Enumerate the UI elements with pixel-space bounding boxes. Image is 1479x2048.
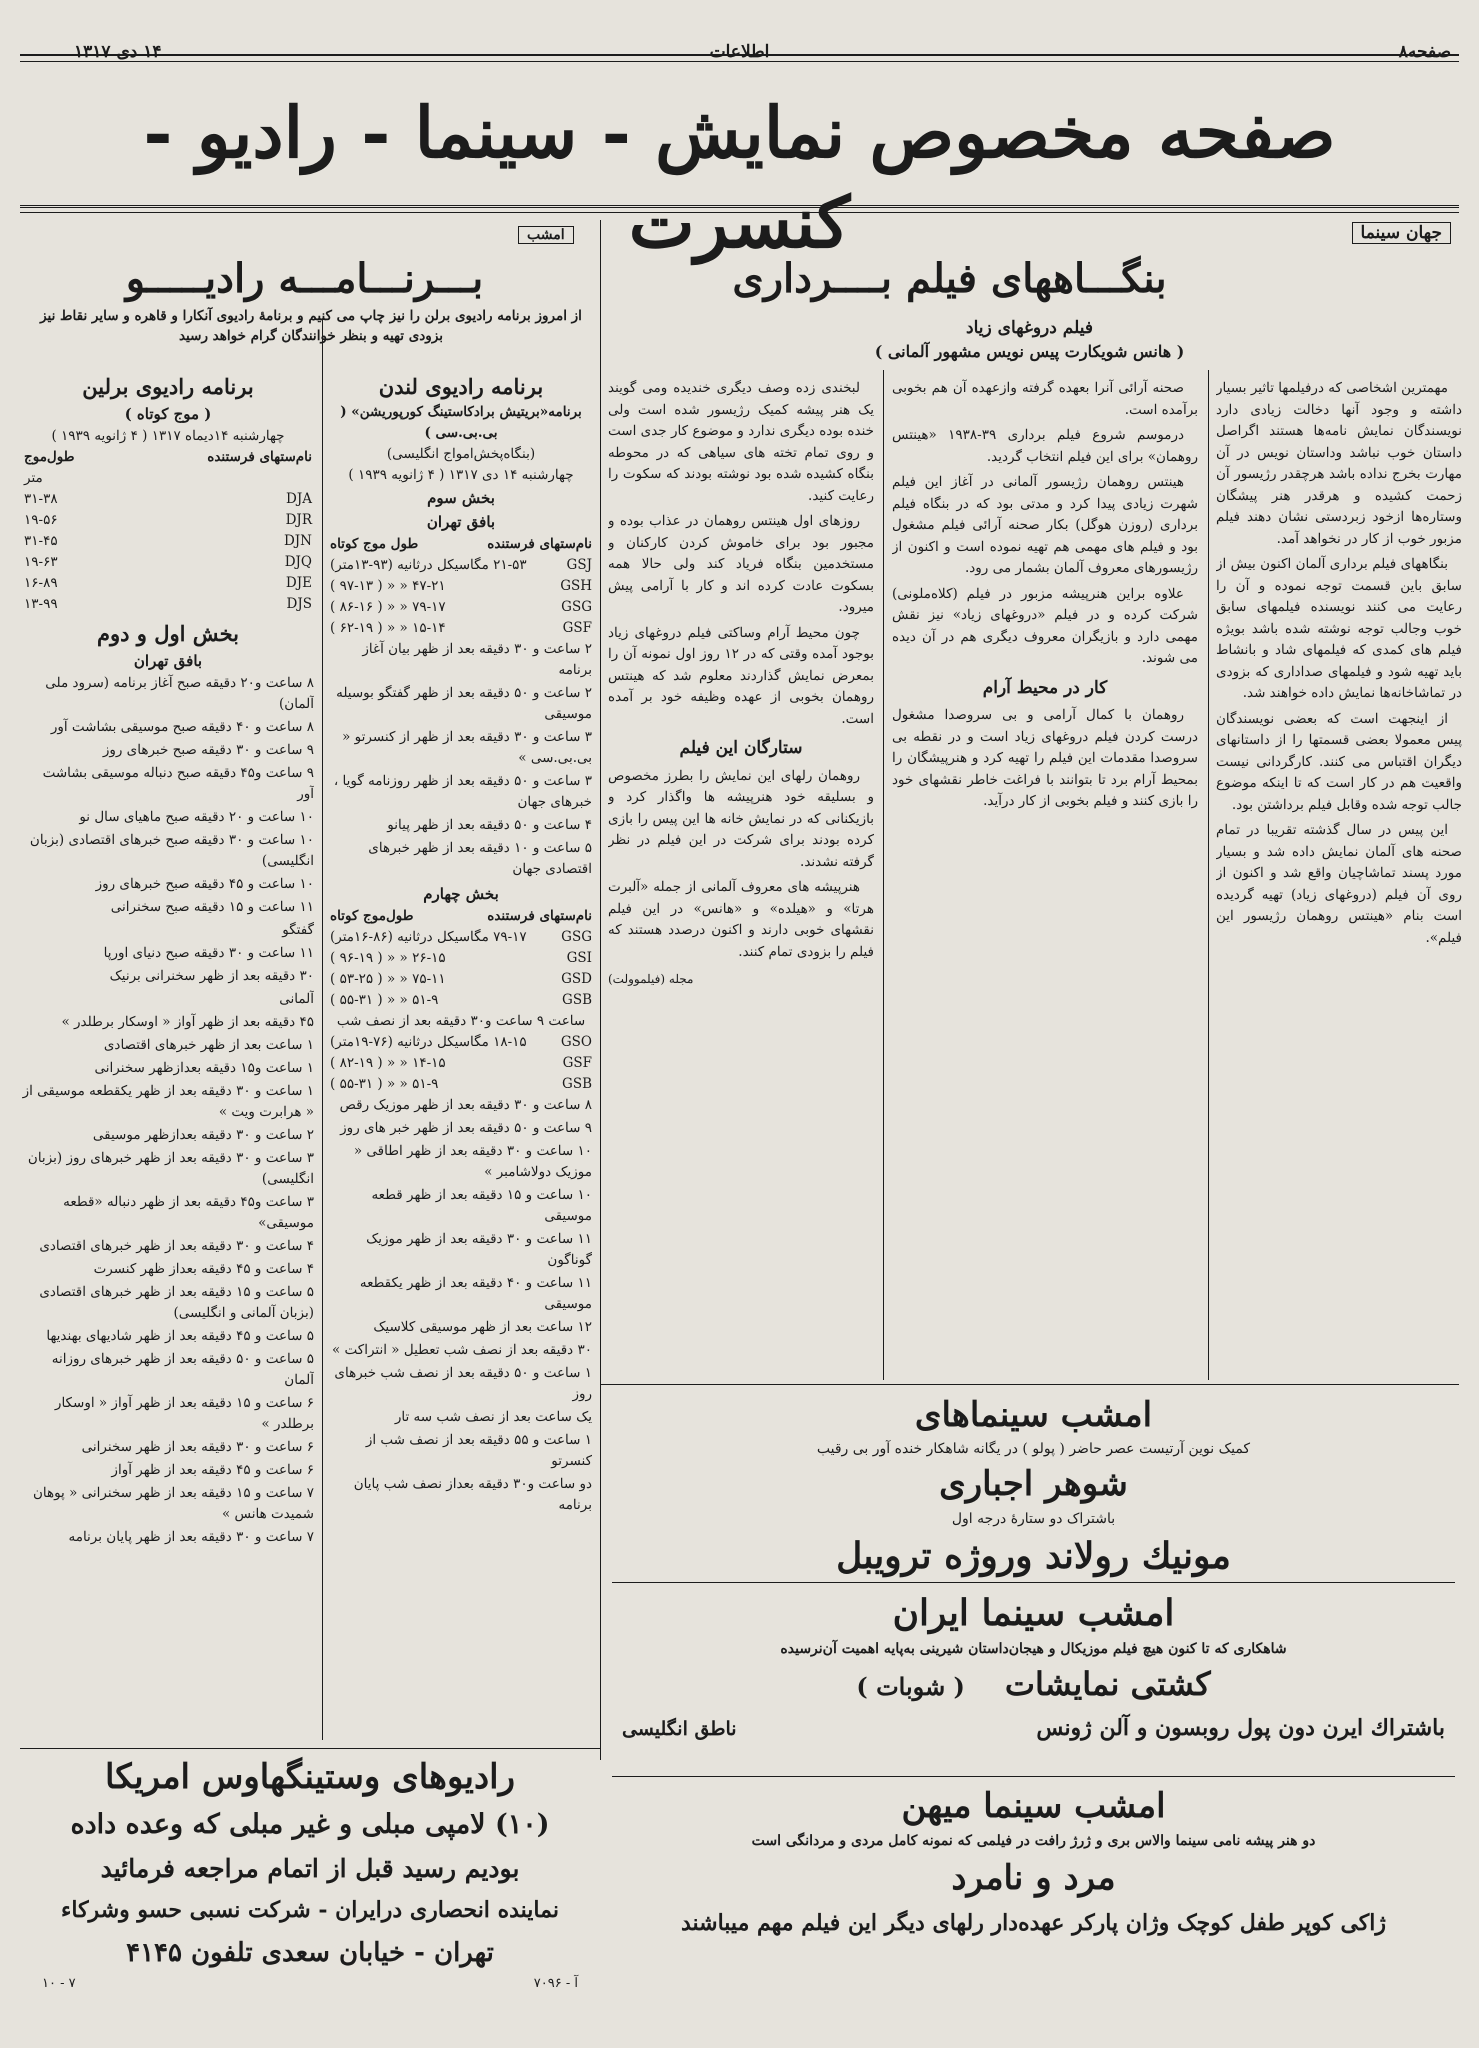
program-entry: آلمانی [279, 991, 314, 1007]
program-entry: ۱۰ ساعت و ۱۵ دقیقه بعد از ظهر قطعه موسیقی [371, 1187, 592, 1224]
station-name: DJE [285, 575, 312, 591]
paper-name: اطلاعات [709, 42, 770, 62]
berlin-title: برنامه رادیوی برلین [82, 374, 254, 399]
berlin-program-list [22, 673, 314, 1548]
paragraph: از اینجهت است که بعضی نویسندگان پیس معمولا بعضی قسمتها را از داستانهای دیگران اقتباس می کنند. کارگردانی نیست واقعیت هم در کار است که تا اینکه موضوع جالب توجه شده وقابل فیلم برداشتن بود. [1216, 710, 1462, 813]
section-rule [600, 1384, 1459, 1385]
london-program-list [330, 1095, 592, 1516]
station-wave: ۱۳-۹۹ [24, 596, 58, 612]
column-divider [600, 220, 601, 1760]
paragraph: درموسم شروع فیلم برداری ۳۹-۱۹۳۸ «هینتس روهمان» برای این فیلم انتخاب گردید. [892, 427, 1198, 465]
program-entry: ۱۲ ساعت بعد از ظهر موسیقی کلاسیک [373, 1319, 592, 1335]
program-entry: ۷ ساعت و ۱۵ دقیقه بعد از ظهر سخنرانی « پوهان شمیدت هانس » [32, 1485, 314, 1522]
table-row [330, 990, 592, 1011]
radio-intro: از امروز برنامه رادیوی برلن را نیز چاپ می کنیم و برنامهٔ رادیوی آنکارا و قاهره و سایر نقاط نیز بزودی تهیه و بنظر خوانندگان گرام خواهد رسید [40, 308, 582, 344]
london-part3-title: بخش سوم [427, 489, 495, 507]
program-entry: یک ساعت بعد از نصف شب سه تار [394, 1409, 592, 1425]
program-entry: ۱ ساعت بعد از ظهر خبرهای اقتصادی [103, 1037, 314, 1053]
london-schedule [330, 372, 592, 1742]
london-stations-list [330, 555, 592, 639]
station-name: DJN [283, 533, 312, 549]
station-wave: ۷۵-۱۱ « « ( ۵۳-۲۵ ) [330, 971, 446, 987]
wave-header: طول‌موج کوتاه [330, 908, 414, 924]
london-stations-list [330, 927, 592, 1011]
station-name: DJA [286, 491, 312, 507]
station-wave: ۳۱-۴۵ [24, 533, 58, 549]
program-entry: ۵ ساعت و ۴۵ دقیقه بعد از ظهر شادیهای بهندیها [46, 1328, 314, 1344]
section-rule [612, 1776, 1455, 1777]
program-entry: ۵ ساعت و ۵۰ دقیقه بعد از ظهر خبرهای روزانه آلمان [51, 1351, 314, 1388]
paragraph: هینتس روهمان رژیسور آلمانی در آغاز این فیلم شهرت زیادی پیدا کرد و مدتی بود که در بنگاه فیلم برداری (روزن هوگل) بکار صحنه آرائی فیلم مشغول بود و فیلم های مهمی هم تهیه نموده است و اکنون از رژیسورهای معروف آلمان بشمار می رود. [892, 474, 1198, 576]
iran-cinema-ad [612, 1588, 1455, 1748]
paragraph: روزهای اول هینتس روهمان در عذاب بوده و مجبور بود برای خاموش کردن کارکنان و مستخدمین بنگاه فریاد کند ولی حالا همه بسکوت عادت کرده اند و کار با آرامی پیش میرود. [608, 513, 874, 615]
station-header: نام‌ستهای فرستنده [207, 449, 312, 465]
ad-film-row [612, 1660, 1455, 1708]
program-entry: ۱ ساعت و۱۵ دقیقه بعدازظهر سخنرانی [94, 1060, 314, 1076]
page-date: ۱۴ دی ۱۳۱۷ [74, 42, 162, 62]
program-entry: ۳ ساعت و ۳۰ دقیقه بعد از ظهر خبرهای روز (بزبان انگلیسی) [27, 1150, 314, 1187]
program-entry: ۶ ساعت و ۳۰ دقیقه بعد از ظهر سخنرانی [81, 1439, 314, 1455]
program-entry: ۱ ساعت و ۵۵ دقیقه بعد از نصف شب از کنسرتو [365, 1432, 592, 1469]
program-entry: ۳ ساعت و۴۵ دقیقه بعد از ظهر دنباله «قطعه موسیقی» [63, 1194, 314, 1231]
program-entry: ۹ ساعت و۴۵ دقیقه صبح دنباله موسیقی بشاشت آور [42, 765, 314, 802]
station-name: GSB [562, 992, 592, 1008]
table-row [330, 1053, 592, 1074]
ad-title: امشب سینما ایران [892, 1592, 1175, 1634]
table-row [330, 948, 592, 969]
table-row [330, 555, 592, 576]
cinema-subtitle: فیلم دروغهای زیاد [966, 318, 1093, 338]
table-row [330, 927, 592, 948]
ad-film-title: کشتی نمایشات [1004, 1665, 1211, 1703]
program-entry: ۳۰ دقیقه بعد از نصف شب تعطیل « انتراکت » [331, 1342, 592, 1358]
paragraph: چون محیط آرام وساکتی فیلم دروغهای زیاد بوجود آمده وقتی که در ۱۲ روز اول نمونه آن را بمعرض نمایش گذاردند معلوم شد که هینتس روهمان بخوبی از عهده وظیفه خود بر آمده است. [608, 624, 874, 727]
program-entry: ۱۰ ساعت و ۳۰ دقیقه بعد از ظهر اطاقی « موزیک دولاشامبر » [353, 1143, 592, 1180]
header-rule [20, 54, 1459, 62]
ad-title: امشب سینما میهن [901, 1786, 1166, 1826]
station-header: نام‌ستهای فرستنده [487, 908, 592, 924]
station-wave: ۵۱-۹ « « ( ۵۵-۳۱ ) [330, 1076, 439, 1092]
program-entry: ۴۵ دقیقه بعد از ظهر آواز « اوسکار برطلدر » [61, 1014, 314, 1030]
program-entry: دو ساعت و۳۰ دقیقه بعداز نصف شب پایان برنامه [353, 1476, 592, 1513]
cinema-column-3 [608, 378, 874, 1378]
program-entry: ۳ ساعت و ۳۰ دقیقه بعد از ظهر از کنسرتو « بی.بی.سی » [342, 729, 592, 766]
program-entry: ۴ ساعت و ۳۰ دقیقه بعد از ظهر خبرهای اقتصادی [39, 1238, 314, 1254]
paragraph: بنگاههای فیلم برداری آلمان اکنون بیش از سابق باین قسمت توجه نموده و آن را رعایت می کنند نویسنده فیلمهای سابق خوب وجالب توجه نوشته شده باشد بویژه فیلم های کمدی که فیلمهای شاد و بانشاط باید تهیه شود و فیلمهای صداداری که بزودی در تماشاخانه‌ها نمایش داده خواهند شد. [1216, 556, 1462, 701]
section-rule [20, 1748, 600, 1749]
berlin-part-title: بخش اول و دوم [97, 621, 239, 646]
program-entry: ۹ ساعت و ۳۰ دقیقه صبح خبرهای روز [102, 742, 314, 758]
program-entry: ۲ ساعت و ۳۰ دقیقه بعدازظهر موسیقی [92, 1127, 314, 1143]
ad-code: آ - ۷۰۹۶ [533, 1976, 578, 1991]
program-entry: ۴ ساعت و ۵۰ دقیقه بعد از ظهر پیانو [387, 817, 592, 833]
ad-line: تهران - خیابان سعدی تلفون ۴۱۴۵ [126, 1938, 494, 1968]
program-entry: ۸ ساعت و ۳۰ دقیقه بعد از ظهر موزیک رقص [339, 1097, 592, 1113]
london-program-list [330, 639, 592, 880]
station-name: GSB [562, 1076, 592, 1092]
ad-film-title: شوهر اجباری [939, 1464, 1128, 1504]
ad-cast-row [612, 1708, 1455, 1748]
column-divider [1208, 370, 1209, 1380]
london-stations-list [330, 1032, 592, 1095]
program-entry: ۱۰ ساعت و ۴۵ دقیقه صبح خبرهای روز [95, 876, 314, 892]
station-wave: ۳۱-۳۸ [24, 491, 58, 507]
program-entry: ۱ ساعت و ۳۰ دقیقه بعد از ظهر یکقطعه موسیقی از « هرابرت ویت » [22, 1083, 314, 1120]
section-rule [612, 1582, 1455, 1583]
wave-header: طول‌موج [24, 449, 75, 465]
table-row [330, 1032, 592, 1053]
cinemas-ad [612, 1392, 1455, 1582]
westinghouse-ad [22, 1752, 598, 1991]
program-entry: ۶ ساعت و ۱۵ دقیقه بعد از ظهر آواز « اوسکار برطلدر » [54, 1395, 314, 1432]
berlin-schedule [22, 372, 314, 1742]
table-row [330, 576, 592, 597]
station-name: GSJ [566, 557, 592, 573]
table-row [330, 969, 592, 990]
station-wave: ۱۸-۱۵ مگاسیکل درثانیه (۷۶-۱۹متر) [330, 1034, 527, 1050]
table-row [330, 618, 592, 639]
cinema-column-2 [892, 378, 1198, 1378]
column-divider [322, 320, 323, 1740]
page-title: صفحه مخصوص نمایش - سینما - رادیو - کنسرت [143, 91, 1336, 264]
ad-language: ناطق انگلیسی [622, 1718, 737, 1740]
table-row [22, 552, 314, 573]
station-name: GSF [562, 620, 592, 636]
program-entry: ۳۰ دقیقه بعد از ظهر سخنرانی برنیک [109, 968, 314, 984]
paragraph: لبخندی زده وصف دیگری خندیده ومی گویند یک هنر پیشه کمیک رژیسور شده است ولی خنده بوده دیگری ندارد و موضوع کار جدی است و روی تمام تخته های سیاهی که در محوطه بنگاه کشیده شده بود نوشته بودند که سکوت را رعایت کنید. [608, 380, 874, 504]
subheading: کار در محیط آرام [982, 677, 1108, 698]
paragraph: روهمان با کمال آرامی و بی سروصدا مشغول درست کردن فیلم دروغهای زیاد است و در نقطه بی سروصدا مقدمات این فیلم را تهیه کرد و هنرپیشگان را بمحیط آرام برد تا بتوانند با فراغت خاطر نقشهای خود را بازی کنند و فیلم بخوبی از کار درآید. [892, 707, 1198, 809]
paragraph: صحنه آرائی آنرا بعهده گرفته وازعهده آن هم بخوبی برآمده است. [892, 380, 1198, 418]
station-wave: ۱۹-۶۳ [24, 554, 58, 570]
table-header-row [22, 447, 314, 468]
table-row [22, 489, 314, 510]
station-name: GSO [560, 1034, 592, 1050]
paragraph: روهمان رلهای این نمایش را بطرز مخصوص و بسلیقه خود هنرپیشه ها واگذار کرد و بازیکنانی که در نمایش خانه ها این پیس را بازی کرده بودند برای شرکت در این فیلم در نظر گرفته نشدند. [608, 767, 874, 870]
cinema-section-label: جهان سینما [1352, 222, 1451, 244]
mayhan-cinema-ad [612, 1782, 1455, 1942]
station-wave: ۵۱-۹ « « ( ۵۵-۳۱ ) [330, 992, 439, 1008]
paragraph: هنرپیشه های معروف آلمانی از جمله «آلبرت هرتا» و «هیلده» و «هانس» در این فیلم نقشهای خوبی دارند و اکنون درصدد هستند که فیلم را بزودی تمام کنند. [608, 879, 874, 960]
program-entry: ۲ ساعت و ۳۰ دقیقه بعد از ظهر بیان آغاز برنامه [362, 641, 592, 678]
london-mid-note: ساعت ۹ ساعت و۳۰ دقیقه بعد از نصف شب [336, 1013, 586, 1029]
wave-unit: متر [24, 470, 43, 486]
ad-partners-lead: باشتراک دو ستارهٔ درجه اول [951, 1511, 1116, 1527]
program-entry: ۵ ساعت و ۱۰ دقیقه بعد از ظهر خبرهای اقتصادی جهان [368, 840, 592, 877]
berlin-stations-table [22, 447, 314, 615]
ad-title: رادیوهای وستینگهاوس امریکا [104, 1757, 516, 1797]
ad-cast: ژاکی کوپر طفل کوچک وژان پارکر عهده‌دار رلهای دیگر این فیلم مهم میباشند [680, 1910, 1387, 1936]
station-name: GSG [561, 929, 592, 945]
ad-film-note: ( شوبات ) [856, 1672, 965, 1701]
ad-film-title: مرد و نامرد [951, 1858, 1116, 1898]
station-wave: ۲۶-۱۵ « « ( ۹۶-۱۹ ) [330, 950, 446, 966]
program-entry: ۸ ساعت و ۴۰ دقیقه صبح موسیقی بشاشت آور [50, 719, 314, 735]
london-date: چهارشنبه ۱۴ دی ۱۳۱۷ ( ۴ ژانویه ۱۹۳۹ ) [348, 467, 574, 483]
station-wave: ۷۹-۱۷ مگاسیکل درثانیه (۸۶-۱۶متر) [330, 929, 527, 945]
paragraph: این پیس در سال گذشته تقریبا در تمام صحنه های آلمان نمایش داده شد و بسیار مورد پسند تماشاچیان واقع شد و اکنون از روی آن فیلم (دروغهای زیاد) تهیه گردیده است بنام «هینتس روهمان رژیسور این فیلم». [1216, 822, 1462, 946]
station-name: DJR [285, 512, 312, 528]
london-part4-title: بخش چهارم [423, 885, 499, 903]
program-entry: ۹ ساعت و ۵۰ دقیقه بعد از ظهر خبر های روز [340, 1120, 592, 1136]
ad-line: بودیم رسید قبل از اتمام مراجعه فرمائید [100, 1854, 520, 1883]
program-entry: ۸ ساعت و۲۰ دقیقه صبح آغاز برنامه (سرود ملی آلمان) [45, 675, 314, 712]
berlin-part-subtitle: بافق تهران [133, 652, 203, 670]
london-note: (بنگاه‌پخش‌امواج انگلیسی) [386, 446, 536, 462]
table-row [22, 510, 314, 531]
station-header: نام‌ستهای فرستنده [487, 536, 592, 552]
station-wave: ۱۹-۵۶ [24, 512, 58, 528]
table-unit-row [22, 468, 314, 489]
table-row [22, 594, 314, 615]
cinema-headline: بنگـــاههای فیلم بــــرداری [732, 255, 1167, 302]
station-wave: ۱۵-۱۴ « « ( ۶۲-۱۹ ) [330, 620, 446, 636]
program-entry: ۱۰ ساعت و ۲۰ دقیقه صبح ماهیای سال نو [79, 809, 314, 825]
table-row [22, 573, 314, 594]
ad-codes [22, 1976, 598, 1991]
station-name: GSI [566, 950, 592, 966]
ad-intro: کمیک نوین آرتیست عصر حاضر ( پولو ) در یگانه شاهکار خنده آور بی رقیب [816, 1441, 1251, 1457]
london-part3-subtitle: بافق تهران [426, 513, 496, 531]
cinema-byline: ( هانس شویکارت پیس نویس مشهور آلمانی ) [874, 342, 1185, 361]
ad-line: (۱۰) لامپی مبلی و غیر مبلی که وعده داده [70, 1809, 550, 1840]
table-row [330, 597, 592, 618]
program-entry: ۴ ساعت و ۴۵ دقیقه بعداز ظهر کنسرت [93, 1261, 314, 1277]
table-row [330, 1074, 592, 1095]
paragraph: مهمترین اشخاصی که درفیلمها تاثیر بسیار داشته و وجود آنها دخالت زیادی دارد نویسندگان نمایش نامه‌ها هستند اگراصل داستان خوب نباشد وداستان نویس در آن مهارت بخرج نداده باشد هرچقدر رژیسور آن زحمت کشیده و هرقدر هنر پیشگان وستاره‌ها ازخود زبردستی نشان دهند فیلم مزبور خوب از کار در نخواهد آمد. [1216, 380, 1462, 547]
program-entry: ۱۱ ساعت و ۴۰ دقیقه بعد از ظهر یکقطعه موسیقی [359, 1275, 592, 1312]
ad-tagline: شاهکاری که تا کنون هیچ فیلم موزیکال و هیجان‌داستان شیرینی به‌پایه اهمیت آن‌نرسیده [780, 1641, 1287, 1657]
station-name: GSD [561, 971, 592, 987]
station-wave: ۴۷-۲۱ « « ( ۹۷-۱۳ ) [330, 578, 446, 594]
berlin-subtitle: ( موج کوتاه ) [124, 405, 212, 423]
ad-line: نماینده انحصاری درایران - شرکت نسبی حسو وشرکاء [61, 1897, 559, 1923]
program-entry: ۲ ساعت و ۵۰ دقیقه بعد از ظهر گفتگو بوسیله موسیقی [336, 685, 592, 722]
station-wave: ۱۴-۱۵ « « ( ۸۲-۱۹ ) [330, 1055, 446, 1071]
ad-intro: دو هنر پیشه نامی سینما والاس بری و ژرژ رافت در فیلمی که نمونه کامل مردی و مردانگی است [751, 1833, 1316, 1849]
berlin-date: چهارشنبه ۱۴دیماه ۱۳۱۷ ( ۴ ژانویه ۱۹۳۹ ) [51, 428, 285, 444]
london-table-header [330, 534, 592, 555]
station-name: DJS [286, 596, 312, 612]
station-name: GSF [562, 1055, 592, 1071]
ad-partners: مونیك رولاند وروژه ترویبل [836, 1535, 1231, 1577]
wave-header: طول موج کوتاه [330, 536, 419, 552]
program-entry: ۱۱ ساعت و ۳۰ دقیقه صبح دنیای اورپا [103, 945, 314, 961]
ad-title: امشب سینماهای [914, 1395, 1153, 1435]
station-name: GSG [561, 599, 592, 615]
title-rule [20, 205, 1459, 213]
radio-headline: بـــرنـــامـــه رادیـــــو [125, 255, 484, 302]
program-entry: ۱۱ ساعت و ۱۵ دقیقه صبح سخنرانی [110, 899, 314, 915]
program-entry: ۶ ساعت و ۴۵ دقیقه بعد از ظهر آواز [111, 1462, 314, 1478]
program-entry: ۱ ساعت و ۵۰ دقیقه بعد از نصف شب خبرهای روز [334, 1365, 592, 1402]
london-table-header [330, 906, 592, 927]
station-name: DJQ [284, 554, 312, 570]
program-entry: گفتگو [282, 922, 314, 938]
ad-code: ۷ - ۱۰ [42, 1976, 76, 1991]
london-subtitle: برنامه«بریتیش برادکاستینگ کورپوریشن» ( بی.بی.سی ) [340, 404, 582, 441]
page-number: صفحه۸ [1398, 42, 1451, 62]
program-entry: ۵ ساعت و ۱۵ دقیقه بعد از ظهر خبرهای اقتصادی (بزبان آلمانی و انگلیسی) [39, 1284, 314, 1321]
program-entry: ۱۰ ساعت و ۳۰ دقیقه صبح خبرهای اقتصادی (بزبان انگلیسی) [29, 832, 314, 869]
cinema-column-1 [1216, 378, 1462, 1378]
paragraph: علاوه براین هنرپیشه مزبور در فیلم (کلاه‌ملونی) شرکت کرده و در فیلم «دروغهای زیاد» نیز نقش مهمی دارد و بازیگران معروف دیگری هم در آن دیده می شوند. [892, 585, 1198, 666]
article-credit: مجله (فیلموولت) [608, 972, 694, 986]
tonight-label: امشب [518, 226, 574, 244]
program-entry: ۷ ساعت و ۳۰ دقیقه بعد از ظهر پایان برنامه [68, 1529, 314, 1545]
table-row [22, 531, 314, 552]
london-title: برنامه رادیوی لندن [378, 374, 544, 399]
station-wave: ۲۱-۵۳ مگاسیکل درثانیه (۹۳-۱۳متر) [330, 557, 527, 573]
program-entry: ۱۱ ساعت و ۳۰ دقیقه بعد از ظهر موزیک گوناگون [366, 1231, 592, 1268]
program-entry: ۳ ساعت و ۵۰ دقیقه بعد از ظهر روزنامه گویا ، خبرهای جهان [333, 773, 592, 810]
column-divider [883, 370, 884, 1380]
ad-cast: باشتراك ایرن دون پول روبسون و آلن ژونس [1036, 1715, 1445, 1741]
subheading: ستارگان این فیلم [679, 738, 803, 758]
station-name: GSH [560, 578, 592, 594]
station-wave: ۱۶-۸۹ [24, 575, 58, 591]
station-wave: ۷۹-۱۷ « « ( ۸۶-۱۶ ) [330, 599, 446, 615]
